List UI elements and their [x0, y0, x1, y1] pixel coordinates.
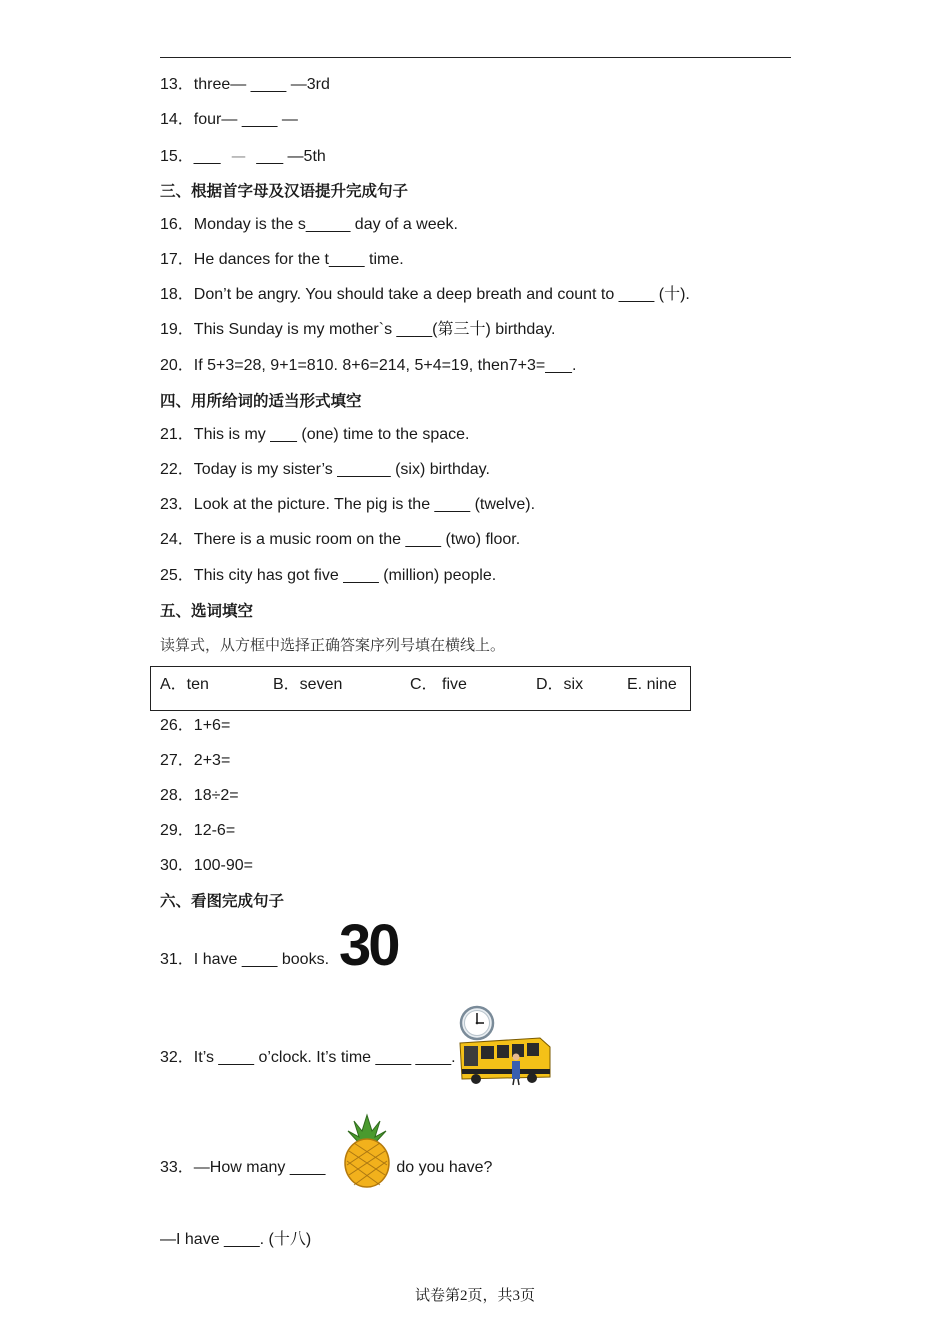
question-23: 23．Look at the picture. The pig is the ____ (twelve). — [160, 496, 536, 513]
bus-icon — [460, 1038, 550, 1085]
question-30: 30．100-90= — [160, 857, 253, 874]
section-5-instruction: 读算式，从方框中选择正确答案序列号填在横线上。 — [160, 636, 506, 654]
question-29: 29．12-6= — [160, 822, 236, 839]
section-5-heading: 五、选词填空 — [160, 602, 254, 620]
option-c: C． five — [410, 676, 467, 693]
question-33-answer: —I have ____. (十八) — [160, 1231, 312, 1248]
question-22: 22．Today is my sister’s ______ (six) birthday. — [160, 461, 490, 478]
question-15-start: 15．___ — [160, 148, 221, 165]
question-25: 25．This city has got five ____ (million) people. — [160, 567, 497, 584]
option-d: D．six — [536, 676, 584, 693]
option-a: A．ten — [160, 676, 209, 693]
question-33 — [160, 1158, 492, 1178]
question-15 — [160, 146, 326, 167]
question-14: 14．four— ____ — — [160, 111, 298, 128]
question-19-hint: 第三十 — [437, 321, 486, 338]
question-32: 32．It’s ____ o’clock. It’s time ____ ____. — [160, 1049, 456, 1066]
question-19 — [160, 320, 555, 340]
option-e: E. nine — [627, 676, 677, 693]
question-13: 13．three— ____ —3rd — [160, 76, 330, 93]
section-4-heading: 四、用所给词的适当形式填空 — [160, 392, 362, 410]
option-b: B．seven — [273, 676, 343, 693]
question-18: 18．Don’t be angry. You should take a deep breath and count to ____ (十). — [160, 286, 690, 303]
page-footer: 试卷第2页，共3页 — [414, 1288, 535, 1304]
clock-and-bus-image — [454, 1005, 554, 1089]
number-thirty-image: 30 — [339, 913, 398, 978]
question-17: 17．He dances for the t____ time. — [160, 251, 404, 268]
question-19-start: 19．This Sunday is my mother`s ____( — [160, 321, 438, 338]
question-15-dash: — — [230, 147, 246, 165]
clock-icon — [461, 1007, 493, 1039]
question-28: 28．18÷2= — [160, 787, 239, 804]
question-33-start: 33．—How many ____ — [160, 1159, 326, 1176]
section-6-heading: 六、看图完成句子 — [160, 892, 285, 910]
question-19-end: ) birthday. — [485, 321, 556, 338]
section-3-heading: 三、根据首字母及汉语提升完成句子 — [160, 182, 409, 200]
header-rule — [160, 57, 791, 58]
question-16: 16．Monday is the s_____ day of a week. — [160, 216, 458, 233]
question-21: 21．This is my ___ (one) time to the space. — [160, 426, 470, 443]
question-31: 31．I have ____ books. — [160, 951, 330, 968]
question-33-end: do you have? — [396, 1159, 493, 1176]
pineapple-icon — [340, 1113, 394, 1189]
question-27: 27．2+3= — [160, 752, 231, 769]
question-26: 26．1+6= — [160, 717, 231, 734]
question-15-end: ___ —5th — [256, 148, 326, 165]
question-24: 24．There is a music room on the ____ (two) floor. — [160, 531, 521, 548]
question-20: 20．If 5+3=28, 9+1=810. 8+6=214, 5+4=19, then7+3=___. — [160, 357, 577, 374]
